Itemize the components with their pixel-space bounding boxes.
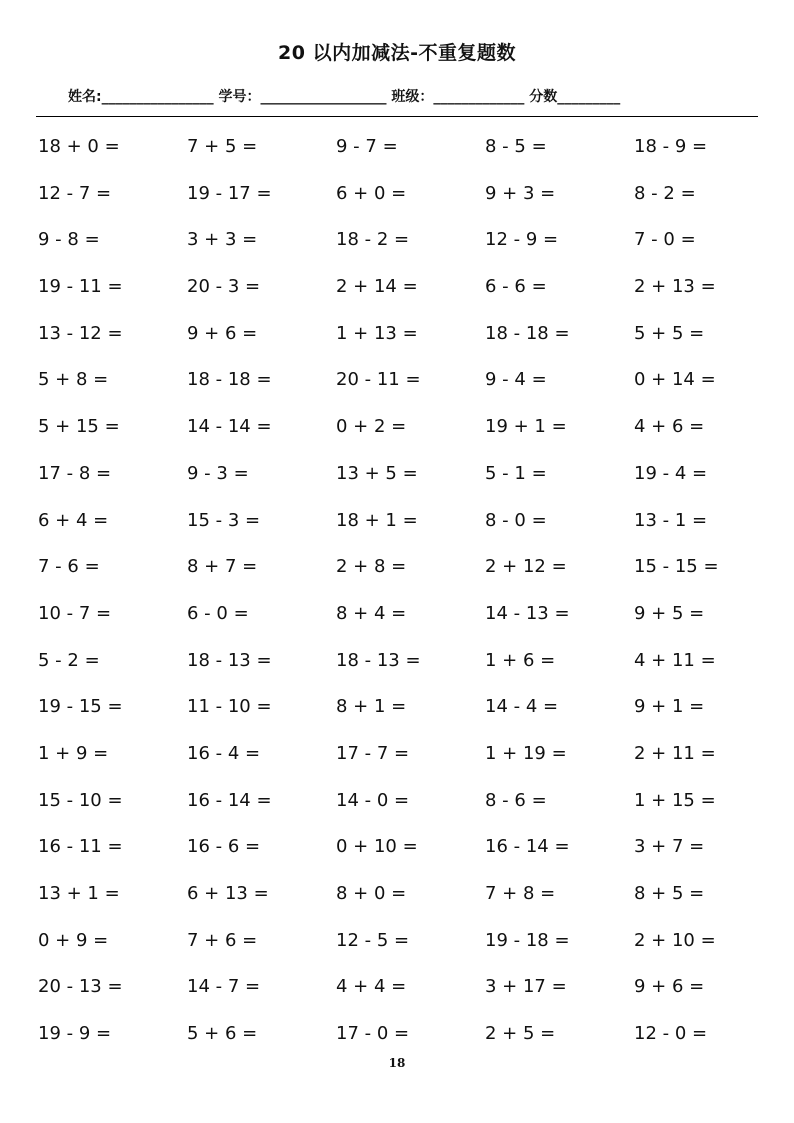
math-problem: 18 - 13 = (336, 649, 421, 671)
math-problem: 15 - 10 = (38, 789, 123, 811)
math-problem: 6 + 4 = (38, 509, 109, 531)
math-problem: 18 - 18 = (485, 322, 570, 344)
math-problem: 13 - 1 = (634, 509, 708, 531)
math-problem: 19 - 9 = (38, 1023, 112, 1045)
math-problem: 2 + 8 = (336, 556, 407, 578)
math-problem: 20 - 11 = (336, 369, 421, 391)
math-problem: 14 - 14 = (187, 416, 272, 438)
math-problem: 9 + 1 = (634, 696, 705, 718)
math-problem: 1 + 13 = (336, 322, 418, 344)
math-problem: 9 + 3 = (485, 182, 556, 204)
student-id-label: 学号： (218, 89, 261, 105)
problem-row (38, 320, 783, 367)
math-problem: 8 - 5 = (485, 136, 547, 157)
math-problem: 7 - 6 = (38, 556, 100, 578)
math-problem: 16 - 6 = (187, 836, 261, 858)
class-label: 班级： (391, 89, 434, 105)
math-problem: 12 - 7 = (38, 182, 112, 204)
math-problem: 7 + 8 = (485, 883, 556, 904)
problem-row (38, 647, 783, 694)
math-problem: 4 + 11 = (634, 649, 716, 671)
math-problem: 0 + 10 = (336, 836, 418, 858)
problem-row (38, 973, 783, 1020)
name-label: 姓名: (68, 89, 102, 105)
math-problem: 18 - 9 = (634, 136, 708, 157)
math-problem: 3 + 17 = (485, 976, 567, 998)
math-problem: 12 - 9 = (485, 229, 559, 251)
math-problem: 3 + 3 = (187, 229, 258, 251)
name-blank[interactable]: ________________ (101, 89, 214, 105)
problem-row (38, 180, 783, 227)
problem-row (38, 880, 783, 927)
student-info-row (68, 86, 768, 106)
math-problem: 18 + 1 = (336, 509, 418, 531)
math-problem: 19 - 18 = (485, 929, 570, 951)
math-problem: 20 - 3 = (187, 276, 261, 298)
math-problem: 19 - 17 = (187, 182, 272, 204)
math-problem: 18 - 13 = (187, 649, 272, 671)
math-problem: 16 - 11 = (38, 836, 123, 858)
problem-row (38, 413, 783, 460)
class-blank[interactable]: _____________ (433, 89, 525, 105)
math-problem: 19 + 1 = (485, 416, 567, 438)
math-problem: 5 + 5 = (634, 322, 705, 344)
problem-row (38, 740, 783, 787)
math-problem: 16 - 14 = (485, 836, 570, 858)
math-problem: 6 + 13 = (187, 883, 269, 904)
math-problem: 1 + 9 = (38, 742, 109, 764)
math-problem: 7 + 5 = (187, 136, 258, 157)
math-problem: 12 - 0 = (634, 1023, 708, 1045)
math-problem: 0 + 9 = (38, 929, 109, 951)
math-problem: 9 - 4 = (485, 369, 547, 391)
math-problem: 15 - 3 = (187, 509, 261, 531)
math-problem: 5 + 6 = (187, 1023, 258, 1045)
problem-row (38, 693, 783, 740)
math-problem: 11 - 10 = (187, 696, 272, 718)
math-problem: 5 + 8 = (38, 369, 109, 391)
problem-row (38, 507, 783, 554)
math-problem: 6 - 6 = (485, 276, 547, 298)
math-problem: 2 + 10 = (634, 929, 716, 951)
math-problem: 17 - 0 = (336, 1023, 410, 1045)
math-problem: 20 - 13 = (38, 976, 123, 998)
math-problem: 13 + 1 = (38, 883, 120, 904)
math-problem: 16 - 4 = (187, 742, 261, 764)
math-problem: 2 + 14 = (336, 276, 418, 298)
math-problem: 1 + 15 = (634, 789, 716, 811)
math-problem: 17 - 8 = (38, 462, 112, 484)
problem-row (38, 273, 783, 320)
math-problem: 14 - 4 = (485, 696, 559, 718)
problem-row (38, 460, 783, 507)
math-problem: 2 + 11 = (634, 742, 716, 764)
math-problem: 14 - 13 = (485, 602, 570, 624)
header-divider (36, 116, 758, 117)
problem-row (38, 366, 783, 413)
math-problem: 18 - 2 = (336, 229, 410, 251)
math-problem: 5 - 2 = (38, 649, 100, 671)
math-problem: 4 + 6 = (634, 416, 705, 438)
math-problem: 17 - 7 = (336, 742, 410, 764)
math-problem: 2 + 5 = (485, 1023, 556, 1045)
math-problem: 19 - 11 = (38, 276, 123, 298)
problem-grid (38, 133, 783, 1067)
math-problem: 8 - 2 = (634, 182, 696, 204)
problem-row (38, 600, 783, 647)
math-problem: 2 + 12 = (485, 556, 567, 578)
problem-row (38, 226, 783, 273)
math-problem: 1 + 6 = (485, 649, 556, 671)
math-problem: 7 - 0 = (634, 229, 696, 251)
math-problem: 8 + 0 = (336, 883, 407, 904)
math-problem: 8 + 4 = (336, 602, 407, 624)
math-problem: 5 + 15 = (38, 416, 120, 438)
math-problem: 3 + 7 = (634, 836, 705, 858)
math-problem: 6 + 0 = (336, 182, 407, 204)
math-problem: 13 + 5 = (336, 462, 418, 484)
math-problem: 6 - 0 = (187, 602, 249, 624)
math-problem: 19 - 4 = (634, 462, 708, 484)
math-problem: 13 - 12 = (38, 322, 123, 344)
math-problem: 9 + 5 = (634, 602, 705, 624)
math-problem: 8 + 1 = (336, 696, 407, 718)
math-problem: 8 - 6 = (485, 789, 547, 811)
math-problem: 2 + 13 = (634, 276, 716, 298)
math-problem: 18 - 18 = (187, 369, 272, 391)
page-title: 20 以内加减法-不重复题数 (278, 42, 516, 64)
problem-row (38, 927, 783, 974)
math-problem: 12 - 5 = (336, 929, 410, 951)
math-problem: 14 - 0 = (336, 789, 410, 811)
math-problem: 8 - 0 = (485, 509, 547, 531)
math-problem: 0 + 14 = (634, 369, 716, 391)
math-problem: 4 + 4 = (336, 976, 407, 998)
page-number: 18 (388, 1056, 406, 1070)
problem-row (38, 553, 783, 600)
math-problem: 9 + 6 = (634, 976, 705, 998)
math-problem: 9 - 3 = (187, 462, 249, 484)
score-blank[interactable]: _________ (557, 89, 621, 105)
math-problem: 16 - 14 = (187, 789, 272, 811)
problem-row (38, 787, 783, 834)
math-problem: 1 + 19 = (485, 742, 567, 764)
math-problem: 9 - 7 = (336, 136, 398, 157)
math-problem: 18 + 0 = (38, 136, 120, 157)
math-problem: 15 - 15 = (634, 556, 719, 578)
math-problem: 9 + 6 = (187, 322, 258, 344)
math-problem: 14 - 7 = (187, 976, 261, 998)
problem-row (38, 833, 783, 880)
math-problem: 10 - 7 = (38, 602, 112, 624)
math-problem: 0 + 2 = (336, 416, 407, 438)
math-problem: 19 - 15 = (38, 696, 123, 718)
math-problem: 8 + 7 = (187, 556, 258, 578)
problem-row (38, 133, 783, 180)
math-problem: 7 + 6 = (187, 929, 258, 951)
math-problem: 8 + 5 = (634, 883, 705, 904)
math-problem: 5 - 1 = (485, 462, 547, 484)
score-label: 分数 (529, 89, 558, 105)
student-id-blank[interactable]: __________________ (260, 89, 387, 105)
math-problem: 9 - 8 = (38, 229, 100, 251)
